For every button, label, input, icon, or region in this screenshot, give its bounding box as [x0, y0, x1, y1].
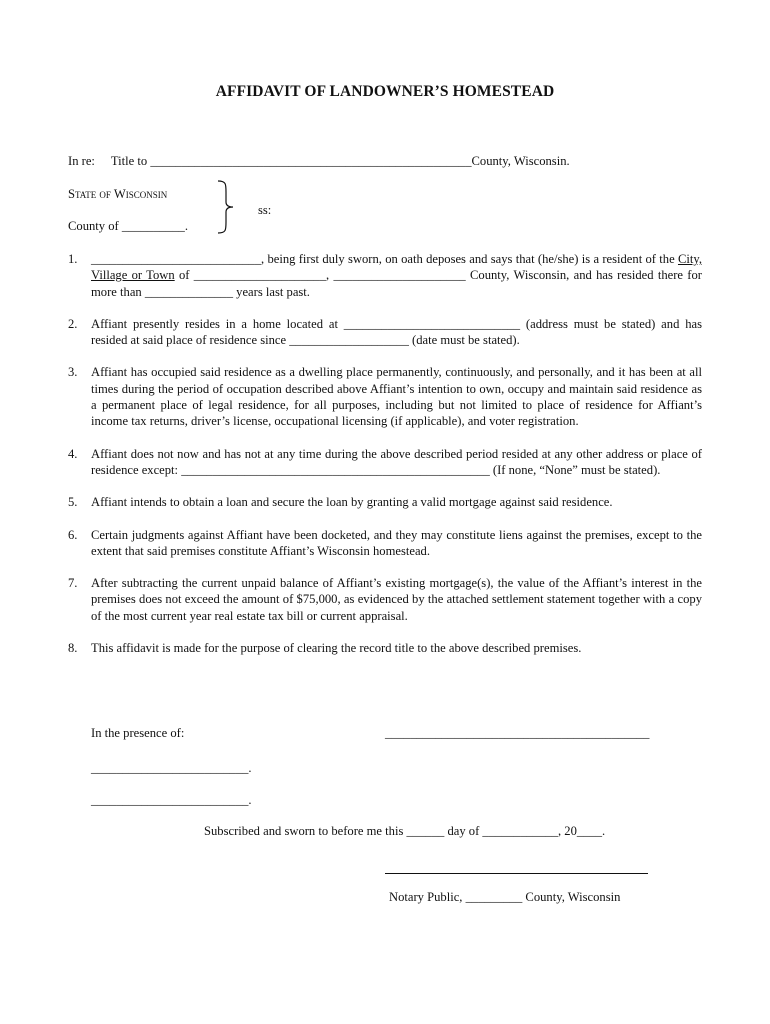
- subscribed-sworn-line: Subscribed and sworn to before me this ______ day of ____________, 20____.: [204, 824, 606, 838]
- item-text: of _____________________, _____________________ County, Wisconsin, and has resided there for more than ______________ years last past.: [91, 268, 702, 299]
- list-item: [68, 364, 702, 429]
- state-of-wisconsin: State of Wisconsin: [68, 187, 168, 201]
- item-text: Affiant does not now and has not at any time during the above described period resided at any other address or place of residence except: _________________________________________________ (If none, “None” must be stated).: [91, 446, 702, 477]
- notary-public-label: Notary Public, _________ County, Wisconsin: [389, 890, 621, 904]
- list-item: [68, 316, 702, 349]
- item-underlined-text: City, Village or Town: [91, 252, 702, 283]
- in-re-label: In re:: [68, 154, 95, 168]
- list-item: [68, 251, 702, 300]
- item-number: 1.: [68, 252, 78, 266]
- curly-brace-icon: [216, 180, 238, 234]
- item-text: Affiant presently resides in a home located at ____________________________ (address must be stated) and has resided at said place of residence since ___________________ (date must be stated).: [91, 316, 702, 348]
- affiant-signature-line: __________________________________________: [385, 726, 650, 740]
- item-text: This affidavit is made for the purpose of clearing the record title to the above described premises.: [91, 641, 582, 656]
- item-number: 3.: [68, 365, 78, 380]
- notary-signature-line: [385, 873, 648, 874]
- list-item: [68, 494, 702, 510]
- witness-signature-line-2: _________________________.: [91, 793, 252, 807]
- affidavit-items: [68, 251, 702, 656]
- item-number: 6.: [68, 527, 78, 542]
- item-number: 4.: [68, 446, 78, 461]
- county-of-field: County of __________.: [68, 219, 188, 233]
- ss-label: ss:: [258, 203, 272, 217]
- list-item: [68, 640, 702, 656]
- document-title: AFFIDAVIT OF LANDOWNER’S HOMESTEAD: [215, 83, 555, 100]
- item-text: Affiant has occupied said residence as a dwelling place permanently, continuously, and personally, and it has been at all times during the period of occupation described above Affiant’s intention to own, occupy and maintain said residence as a permanent place of legal residence, for all purposes, including but not limited to place of residence for Affiant’s income tax returns, driver’s license, occupational licensing (if applicable), and voter registration.: [91, 365, 702, 429]
- in-presence-of-label: In the presence of:: [91, 726, 185, 740]
- list-item: [68, 527, 702, 560]
- item-number: 7.: [68, 576, 78, 591]
- witness-signature-line-1: _________________________.: [91, 761, 252, 775]
- in-re-line: [68, 153, 570, 169]
- list-item: [68, 575, 702, 624]
- item-text: Affiant intends to obtain a loan and secure the loan by granting a valid mortgage against said residence.: [91, 495, 613, 510]
- item-text: After subtracting the current unpaid balance of Affiant’s existing mortgage(s), the value of the Affiant’s interest in the premises does not exceed the amount of $75,000, as evidenced by the attached settlement statement together with a copy of the most current year real estate tax bill or current appraisal.: [91, 576, 702, 623]
- list-item: [68, 446, 702, 479]
- item-number: 8.: [68, 641, 78, 656]
- item-text: Certain judgments against Affiant have been docketed, and they may constitute liens against the premises, except to the extent that said premises constitute Affiant’s Wisconsin homestead.: [91, 527, 702, 558]
- item-text: ___________________________, being first duly sworn, on oath deposes and says that (he/she) is a resident of the: [91, 252, 678, 266]
- title-to-field: Title to ___________________________________________________County, Wisconsin.: [110, 154, 570, 168]
- item-number: 5.: [68, 495, 78, 510]
- item-number: 2.: [68, 316, 78, 331]
